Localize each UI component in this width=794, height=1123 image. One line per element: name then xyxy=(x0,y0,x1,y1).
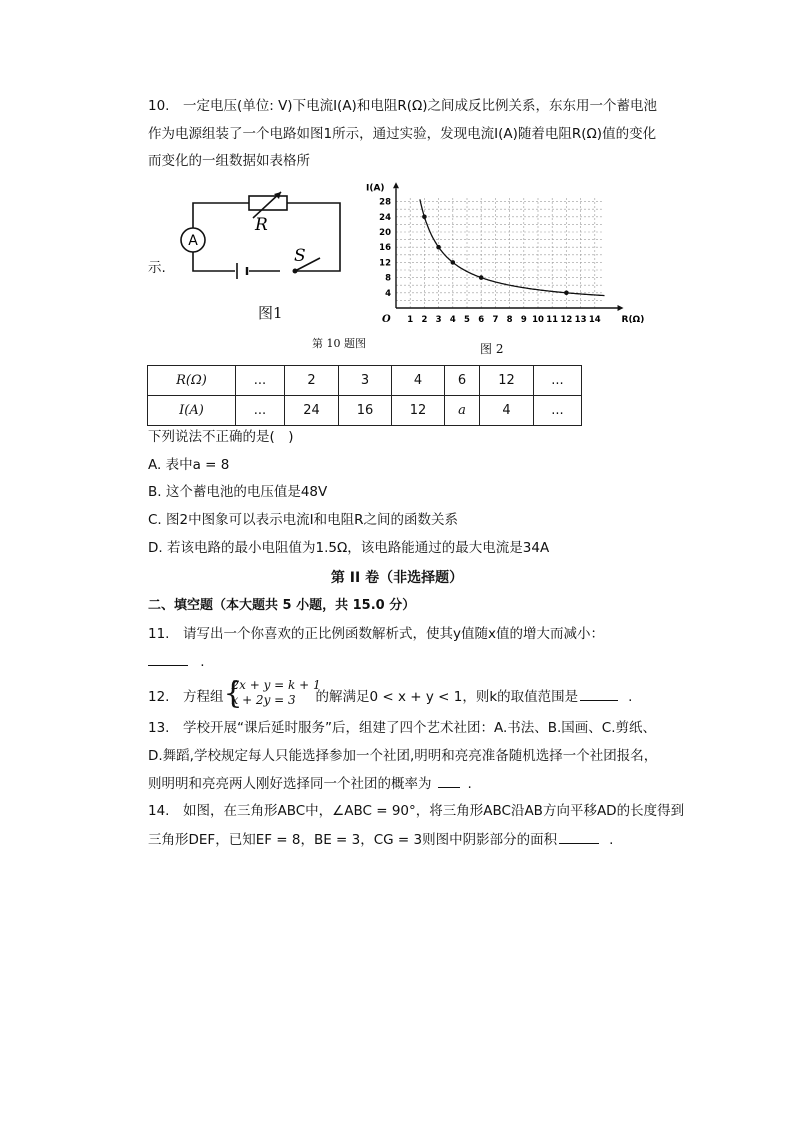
table-cell: 4 xyxy=(480,396,534,426)
q11-answer-line xyxy=(148,651,205,672)
data-point xyxy=(479,275,484,280)
answer-blank[interactable] xyxy=(580,686,618,701)
figure2-caption: 图 2 xyxy=(480,342,504,356)
table-cell: 3 xyxy=(339,366,392,396)
figure-caption: 第 10 题图 xyxy=(312,337,366,350)
q10-option-b: B. 这个蓄电池的电压值是48V xyxy=(148,484,328,500)
data-point xyxy=(436,245,441,250)
table-cell: 2 xyxy=(285,366,339,396)
table-cell: 12 xyxy=(392,396,445,426)
q12-end: . xyxy=(628,689,633,705)
table-row xyxy=(148,366,582,396)
table-cell: ... xyxy=(236,366,285,396)
y-tick-label: 24 xyxy=(379,212,391,223)
equation-2: x + 2y = 3 xyxy=(231,693,296,707)
y-tick-label: 20 xyxy=(379,228,391,238)
section-heading: 二、填空题（本大题共 5 小题，共 15.0 分） xyxy=(148,598,416,613)
answer-blank[interactable] xyxy=(559,829,599,844)
ammeter-label: A xyxy=(188,233,198,249)
table-cell: 6 xyxy=(445,366,480,396)
data-point xyxy=(451,260,456,265)
q13-line-1: 13. 学校开展“课后延时服务”后，组建了四个艺术社团：A.书法、B.国画、C.剪纸、 xyxy=(148,720,657,736)
section-title: 第 II 卷（非选择题） xyxy=(330,570,464,586)
q11-text: 11. 请写出一个你喜欢的正比例函数解析式，使其y值随x值的增大而减小： xyxy=(148,626,604,642)
table-cell: ... xyxy=(534,366,582,396)
q14-line-1: 14. 如图，在三角形ABC中，∠ABC = 90°，将三角形ABC沿AB方向平移AD的长度得到 xyxy=(148,803,685,819)
x-tick-label: 7 xyxy=(492,315,499,325)
answer-blank[interactable] xyxy=(438,773,460,788)
q11-end: . xyxy=(200,654,205,670)
x-tick-label: 6 xyxy=(478,315,485,325)
curve-line xyxy=(420,199,605,295)
x-tick-label: 10 xyxy=(532,315,544,325)
table-cell: I(A) xyxy=(148,396,236,426)
x-axis-arrow xyxy=(618,305,624,311)
switch-label: S xyxy=(294,246,306,266)
q13-end: . xyxy=(467,776,472,792)
brace-symbol: { xyxy=(223,676,243,711)
q14-line-2 xyxy=(148,829,613,850)
table-cell: 24 xyxy=(285,396,339,426)
x-axis-label: R(Ω) xyxy=(621,315,645,325)
table-cell: 16 xyxy=(339,396,392,426)
resistor-label: R xyxy=(255,215,268,235)
y-tick-label: 16 xyxy=(379,243,391,254)
current-resistance-graph xyxy=(358,176,645,336)
equation-system xyxy=(223,676,321,711)
q10-option-a: A. 表中a = 8 xyxy=(148,457,230,473)
y-tick-label: 28 xyxy=(379,197,391,208)
x-tick-label: 11 xyxy=(546,315,559,325)
origin-label: O xyxy=(382,314,391,325)
x-tick-label: 2 xyxy=(421,315,428,325)
table-cell: ... xyxy=(534,396,582,426)
figure1-caption: 图1 xyxy=(258,304,283,322)
equation-1: 2x + y = k + 1 xyxy=(231,678,321,692)
x-tick-label: 13 xyxy=(574,315,587,325)
q12-line xyxy=(148,676,633,711)
data-table xyxy=(147,365,582,426)
x-tick-label: 4 xyxy=(449,315,456,325)
x-tick-label: 12 xyxy=(560,315,573,325)
q10-line-2: 作为电源组装了一个电路如图1所示，通过实验，发现电流I(A)随着电阻R(Ω)值的变化 xyxy=(148,126,657,142)
q10-option-c: C. 图2中图象可以表示电流I和电阻R之间的函数关系 xyxy=(148,512,458,528)
table-cell: a xyxy=(445,396,480,426)
y-axis-arrow xyxy=(393,182,399,188)
q13-line-2: D.舞蹈,学校规定每人只能选择参加一个社团,明明和亮亮准备随机选择一个社团报名， xyxy=(148,748,658,764)
q12-prefix: 12. 方程组 xyxy=(148,689,224,705)
x-tick-label: 1 xyxy=(407,315,414,325)
table-cell: ... xyxy=(236,396,285,426)
q10-question: 下列说法不正确的是( ) xyxy=(148,429,294,445)
table-cell: R(Ω) xyxy=(148,366,236,396)
x-tick-label: 8 xyxy=(506,315,513,325)
q12-suffix: 的解满足0 < x + y < 1，则k的取值范围是 xyxy=(315,689,579,705)
y-tick-label: 8 xyxy=(385,273,391,284)
table-cell: 12 xyxy=(480,366,534,396)
q10-line-3: 而变化的一组数据如表格所 xyxy=(148,153,310,169)
x-tick-label: 9 xyxy=(520,315,527,325)
answer-blank[interactable] xyxy=(148,651,188,666)
data-point xyxy=(422,215,427,220)
x-tick-label: 3 xyxy=(435,315,442,325)
y-tick-label: 12 xyxy=(379,258,391,269)
table-row xyxy=(148,396,582,426)
table-cell: 4 xyxy=(392,366,445,396)
q10-line-4: 示. xyxy=(148,260,166,276)
q10-option-d: D. 若该电路的最小电阻值为1.5Ω，该电路能通过的最大电流是34A xyxy=(148,540,550,556)
x-tick-label: 14 xyxy=(588,315,601,325)
q13-line-3 xyxy=(148,773,472,794)
y-axis-label: I(A) xyxy=(366,183,385,194)
q14-end: . xyxy=(609,832,614,848)
x-tick-label: 5 xyxy=(464,315,470,325)
circuit-diagram xyxy=(175,188,345,288)
q14-line-2-text: 三角形DEF，已知EF = 8，BE = 3，CG = 3则图中阴影部分的面积 xyxy=(148,832,558,848)
y-tick-label: 4 xyxy=(385,288,391,299)
data-point xyxy=(564,291,569,296)
q10-line-1: 10. 一定电压(单位: V)下电流I(A)和电阻R(Ω)之间成反比例关系，东东用一个蓄电池 xyxy=(148,98,658,114)
q13-line-3-text: 则明明和亮亮两人刚好选择同一个社团的概率为 xyxy=(148,776,432,792)
